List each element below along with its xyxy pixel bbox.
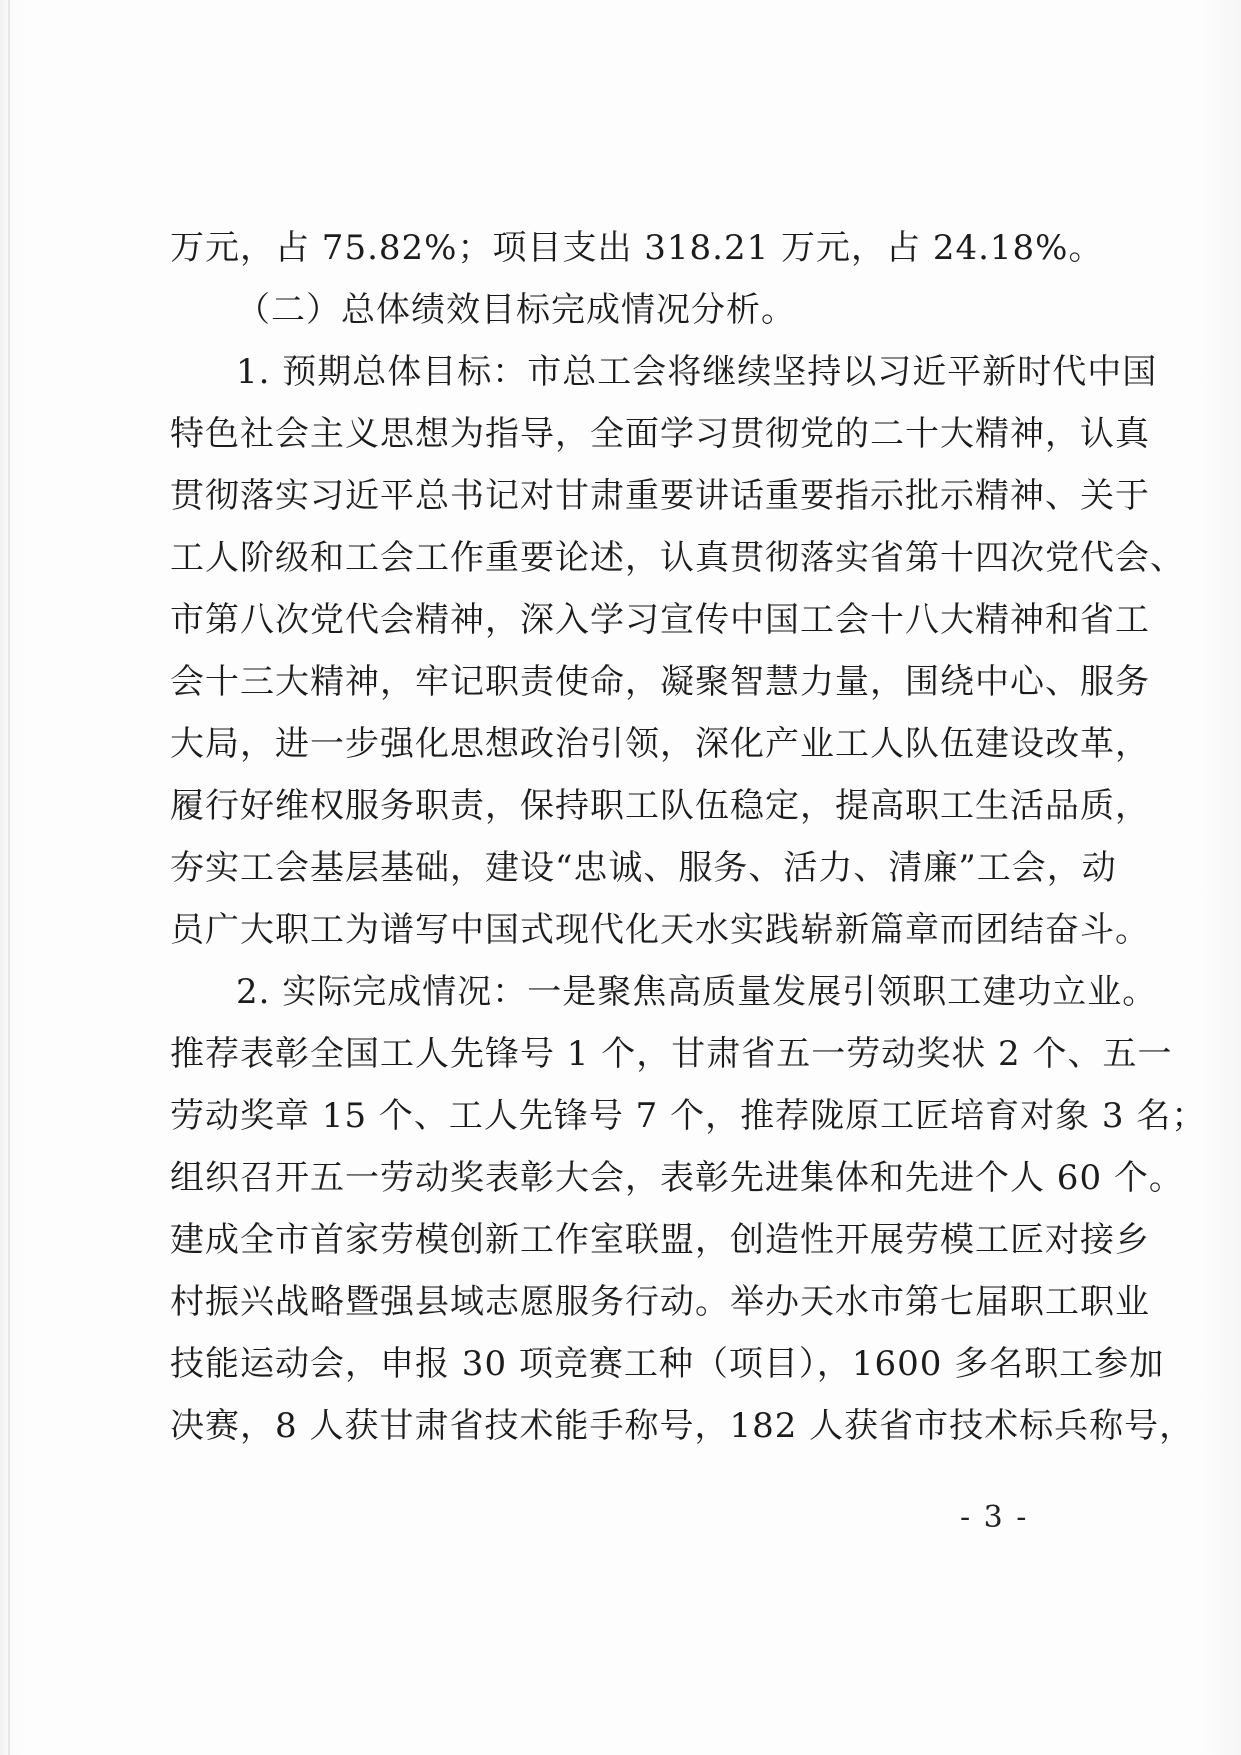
- text-line: 夯实工会基层基础，建设“忠诚、服务、活力、清廉”工会，动: [170, 848, 1117, 888]
- text-line: 组织召开五一劳动奖表彰大会，表彰先进集体和先进个人 60 个。: [170, 1158, 1184, 1198]
- text-line: 贯彻落实习近平总书记对甘肃重要讲话重要指示批示精神、关于: [170, 476, 1150, 516]
- text-line: 村振兴战略暨强县域志愿服务行动。举办天水市第七届职工职业: [170, 1282, 1150, 1322]
- text-line: 推荐表彰全国工人先锋号 1 个，甘肃省五一劳动奖状 2 个、五一: [170, 1034, 1173, 1074]
- text-line: 大局，进一步强化思想政治引领，深化产业工人队伍建设改革，: [170, 724, 1150, 764]
- paragraph-start: 2. 实际完成情况：一是聚焦高质量发展引领职工建功立业。: [236, 972, 1158, 1012]
- text-line: 市第八次党代会精神，深入学习宣传中国工会十八大精神和省工: [170, 600, 1150, 640]
- section-heading: （二）总体绩效目标完成情况分析。: [236, 290, 796, 330]
- text-line: 决赛，8 人获甘肃省技术能手称号，182 人获省市技术标兵称号，: [170, 1406, 1195, 1446]
- text-line: 员广大职工为谱写中国式现代化天水实践崭新篇章而团结奋斗。: [170, 910, 1150, 950]
- paragraph-start: 1. 预期总体目标：市总工会将继续坚持以习近平新时代中国: [236, 352, 1158, 392]
- text-line: 万元，占 75.82%；项目支出 318.21 万元，占 24.18%。: [170, 228, 1104, 268]
- text-line: 技能运动会，申报 30 项竞赛工种（项目），1600 多名职工参加: [170, 1344, 1165, 1384]
- text-line: 建成全市首家劳模创新工作室联盟，创造性开展劳模工匠对接乡: [170, 1220, 1150, 1260]
- text-line: 履行好维权服务职责，保持职工队伍稳定，提高职工生活品质，: [170, 786, 1150, 826]
- text-line: 会十三大精神，牢记职责使命，凝聚智慧力量，围绕中心、服务: [170, 662, 1150, 702]
- page-number: - 3 -: [960, 1500, 1029, 1535]
- scan-edge: [8, 0, 10, 1755]
- text-line: 特色社会主义思想为指导，全面学习贯彻党的二十大精神，认真: [170, 414, 1150, 454]
- text-line: 工人阶级和工会工作重要论述，认真贯彻落实省第十四次党代会、: [170, 538, 1185, 578]
- text-line: 劳动奖章 15 个、工人先锋号 7 个，推荐陇原工匠培育对象 3 名；: [170, 1096, 1207, 1136]
